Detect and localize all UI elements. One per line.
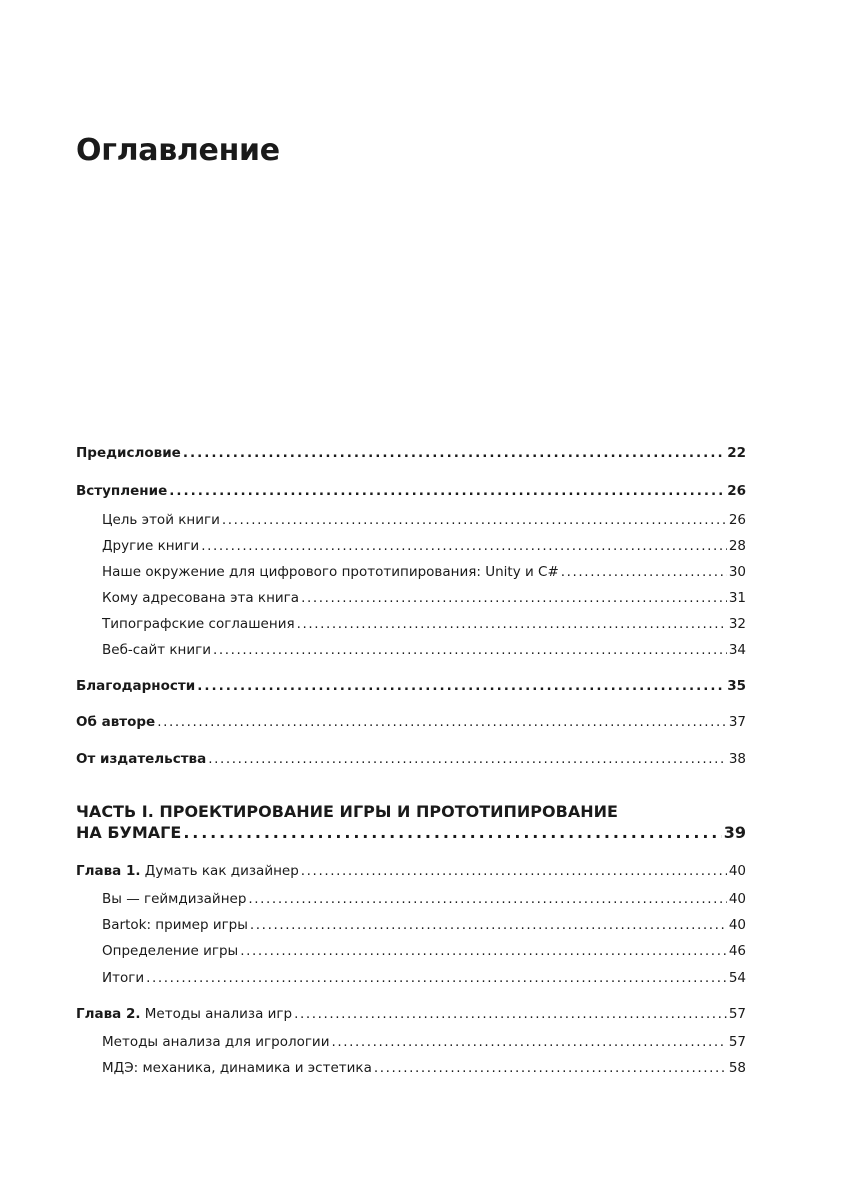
toc-subentry[interactable] <box>102 916 746 934</box>
toc-subentry[interactable] <box>102 615 746 633</box>
dot-leader <box>240 942 727 960</box>
dot-leader <box>301 862 727 880</box>
dot-leader <box>208 750 727 768</box>
toc-entry-page: 38 <box>728 751 746 767</box>
toc-entry-page: 40 <box>728 891 746 907</box>
toc-entry-page: 26 <box>727 483 746 499</box>
toc-subentry[interactable] <box>102 1033 746 1051</box>
toc-entry-title: Благодарности <box>76 678 196 694</box>
toc-entry-title: МДЭ: механика, динамика и эстетика <box>102 1060 372 1076</box>
part-title-line2: НА БУМАГЕ <box>76 823 182 842</box>
toc-subentry[interactable] <box>102 942 746 960</box>
toc-subentry[interactable] <box>102 969 746 987</box>
toc-entry-title: Определение игры <box>102 943 239 959</box>
dot-leader <box>183 824 721 842</box>
toc-entry-title: Методы анализа игр <box>144 1006 293 1022</box>
toc-entry-title: Веб-сайт книги <box>102 642 212 658</box>
toc-entry-page: 26 <box>728 512 746 528</box>
toc-entry-about-author[interactable] <box>76 713 746 731</box>
toc-entry-title: Методы анализа для игрологии <box>102 1034 330 1050</box>
toc-entry-page: 57 <box>728 1034 746 1050</box>
page-title: Оглавление <box>76 133 280 168</box>
toc-entry-page: 57 <box>728 1006 746 1022</box>
dot-leader <box>222 511 727 529</box>
dot-leader <box>197 677 725 695</box>
toc-entry-from-publisher[interactable] <box>76 750 746 768</box>
toc-entry-title: Типографские соглашения <box>102 616 295 632</box>
dot-leader <box>146 969 727 987</box>
dot-leader <box>250 916 727 934</box>
toc-entry-page: 58 <box>728 1060 746 1076</box>
toc-entry-page: 35 <box>727 678 746 694</box>
chapter-label: Глава 1. <box>76 863 141 879</box>
dot-leader <box>297 615 727 633</box>
toc-subentry[interactable] <box>102 537 746 555</box>
dot-leader <box>169 482 725 500</box>
dot-leader <box>374 1059 727 1077</box>
toc-entry-title: Вы — геймдизайнер <box>102 891 247 907</box>
toc-entry-page: 28 <box>728 538 746 554</box>
toc-entry-title: Наше окружение для цифрового прототипирования: Unity и C# <box>102 564 559 580</box>
toc-entry-preface[interactable] <box>76 444 746 462</box>
chapter-label: Глава 2. <box>76 1006 141 1022</box>
toc-entry-page: 34 <box>728 642 746 658</box>
toc-entry-page: 32 <box>728 616 746 632</box>
toc-entry-title: Цель этой книги <box>102 512 220 528</box>
dot-leader <box>301 589 727 607</box>
part-title-line1: ЧАСТЬ I. ПРОЕКТИРОВАНИЕ ИГРЫ И ПРОТОТИПИРОВАНИЕ <box>76 802 618 821</box>
toc-entry-page: 40 <box>728 863 746 879</box>
toc-entry-title: Bartok: пример игры <box>102 917 248 933</box>
dot-leader <box>331 1033 726 1051</box>
toc-entry-page: 46 <box>728 943 746 959</box>
toc-entry-chapter1[interactable] <box>76 862 746 880</box>
dot-leader <box>183 444 725 462</box>
toc-entry-page: 40 <box>728 917 746 933</box>
toc-entry-title: Итоги <box>102 970 145 986</box>
toc-entry-thanks[interactable] <box>76 677 746 695</box>
toc-entry-title: Думать как дизайнер <box>144 863 299 879</box>
toc-entry-title: Вступление <box>76 483 168 499</box>
dot-leader <box>157 713 727 731</box>
toc-subentry[interactable] <box>102 563 746 581</box>
toc-entry-part1[interactable] <box>76 824 746 842</box>
toc-entry-page: 54 <box>728 970 746 986</box>
toc-entry-title: Кому адресована эта книга <box>102 590 300 606</box>
dot-leader <box>213 641 727 659</box>
dot-leader <box>248 890 726 908</box>
toc-entry-page: 31 <box>728 590 746 606</box>
dot-leader <box>561 563 727 581</box>
toc-subentry[interactable] <box>102 1059 746 1077</box>
toc-subentry[interactable] <box>102 511 746 529</box>
dot-leader <box>201 537 727 555</box>
toc-subentry[interactable] <box>102 589 746 607</box>
toc-entry-intro[interactable] <box>76 482 746 500</box>
toc-entry-chapter2[interactable] <box>76 1005 746 1023</box>
dot-leader <box>294 1005 727 1023</box>
toc-entry-page: 22 <box>727 445 746 461</box>
toc-entry-page: 30 <box>728 564 746 580</box>
toc-entry-title: Об авторе <box>76 714 156 730</box>
toc-subentry[interactable] <box>102 890 746 908</box>
toc-entry-page: 39 <box>723 823 746 842</box>
toc-entry-title: Другие книги <box>102 538 200 554</box>
toc-entry-page: 37 <box>728 714 746 730</box>
toc-entry-title: От издательства <box>76 751 207 767</box>
toc-entry-title: Предисловие <box>76 445 181 461</box>
toc-subentry[interactable] <box>102 641 746 659</box>
